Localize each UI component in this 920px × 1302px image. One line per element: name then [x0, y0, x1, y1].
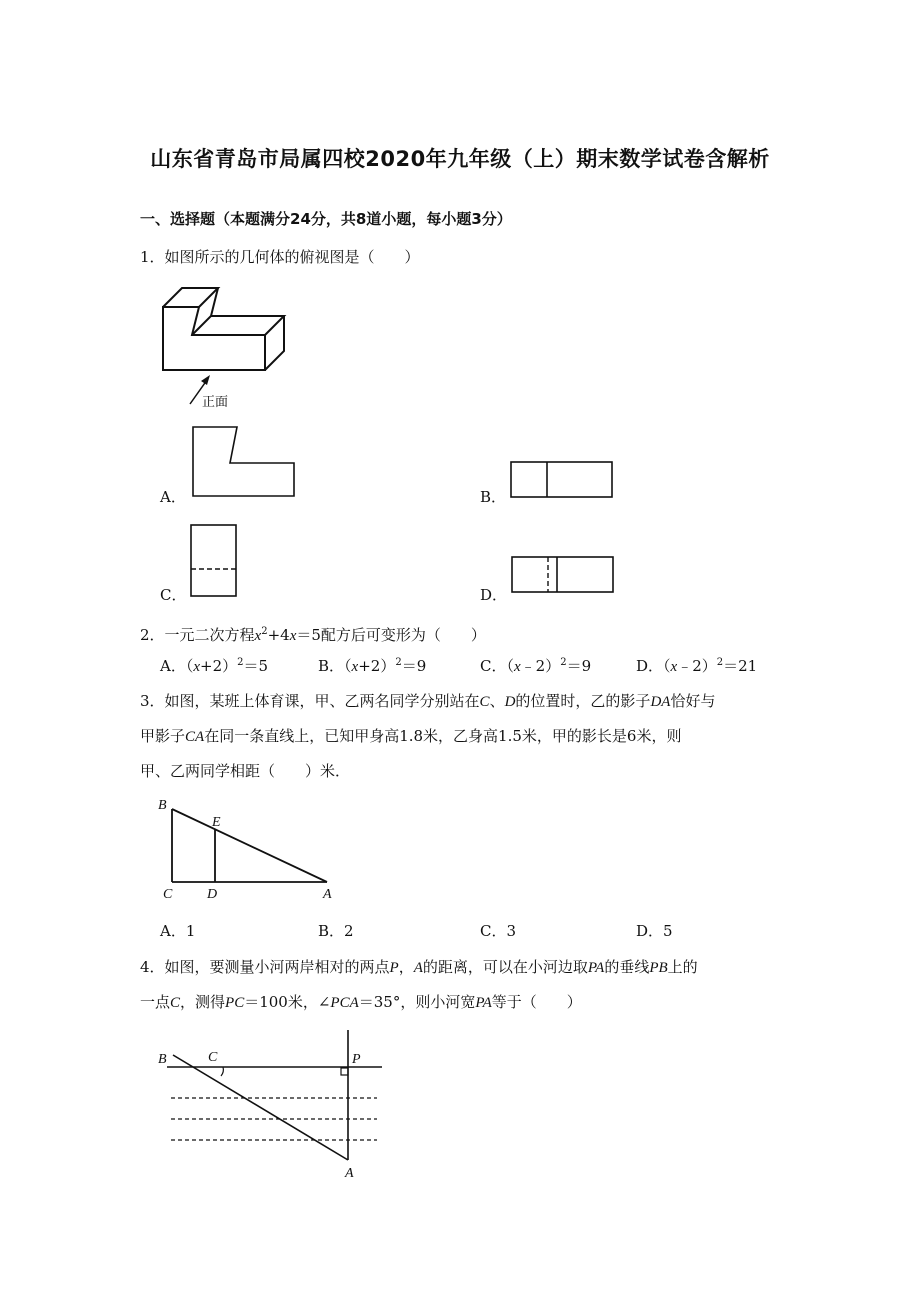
q3-l1b: 的位置时，乙的影子 — [515, 692, 651, 710]
q2-c-var: x — [513, 659, 521, 675]
q4-l2c: ＝100米，∠ — [244, 993, 331, 1011]
q2-c-inner: ﹣2） — [520, 657, 561, 675]
q4-p: P — [389, 960, 399, 976]
q4-l2d: ＝35°，则小河宽 — [358, 993, 476, 1011]
q3-option-b: B．2 — [318, 922, 354, 940]
q1-option-a-figure — [192, 426, 297, 498]
q3-label-a: A — [323, 887, 332, 902]
question-4-text — [140, 950, 800, 1020]
q3-shadow-figure — [155, 795, 345, 905]
q2-b-sup: 2 — [395, 657, 402, 668]
q4-pb: PB — [649, 960, 668, 976]
q3-c: C — [479, 694, 490, 710]
q2-option-d — [636, 655, 757, 676]
q4-l1c: 的垂线 — [604, 958, 650, 976]
q4-l1a: 4．如图，要测量小河两岸相对的两点 — [140, 958, 390, 976]
q1-option-d-label: D． — [480, 586, 508, 604]
q4-l2e: 等于（ ） — [491, 993, 582, 1011]
q3-label-d: D — [207, 887, 218, 902]
section-heading: 一、选择题（本题满分24分，共8道小题，每小题3分） — [140, 210, 512, 228]
q2-prefix: 2．一元二次方程 — [140, 626, 255, 644]
question-3-text — [140, 684, 800, 788]
question-2-text — [140, 615, 790, 653]
q3-option-a: A．1 — [160, 922, 196, 940]
q4-l1d: 上的 — [667, 958, 698, 976]
q2-suffix: ＝5配方后可变形为（ ） — [296, 626, 486, 644]
q3-ca: CA — [185, 729, 205, 745]
q2-b-var: x — [351, 659, 359, 675]
q4-l1b: 的距离，可以在小河边取 — [422, 958, 588, 976]
q3-label-c: C — [163, 887, 173, 902]
q2-c-label: C．（ — [480, 657, 514, 675]
q2-var-x2: x — [289, 628, 297, 644]
q4-pc: PC — [225, 995, 245, 1011]
q2-b-inner: +2） — [358, 657, 396, 675]
q3-label-e: E — [212, 815, 221, 830]
q3-option-c: C．3 — [480, 922, 517, 940]
q2-c-rhs: ＝9 — [566, 657, 592, 675]
q4-c: C — [170, 995, 181, 1011]
q4-pa2: PA — [475, 995, 492, 1011]
question-1-text: 1．如图所示的几何体的俯视图是（ ） — [140, 248, 420, 266]
q4-l2a: 一点 — [140, 993, 171, 1011]
q4-label-a: A — [345, 1166, 354, 1181]
q2-a-sup: 2 — [237, 657, 244, 668]
q1-front-label: 正面 — [202, 395, 229, 410]
q2-eq-mid: +4 — [267, 626, 290, 644]
q2-b-label: B．（ — [318, 657, 352, 675]
q2-d-var: x — [670, 659, 678, 675]
q3-line-1 — [140, 684, 800, 719]
q4-label-b: B — [158, 1052, 167, 1067]
q4-a: A — [413, 960, 423, 976]
q1-option-d-figure — [511, 556, 615, 594]
q3-line-2 — [140, 719, 800, 754]
q3-sep: 、 — [489, 692, 505, 710]
q2-option-c — [480, 655, 591, 676]
q1-solid-figure — [160, 278, 310, 413]
q2-a-label: A．（ — [160, 657, 194, 675]
q1-option-c-label: C． — [160, 586, 187, 604]
q3-label-b: B — [158, 798, 167, 813]
q2-d-rhs: ＝21 — [723, 657, 758, 675]
q1-option-b-figure — [510, 461, 614, 499]
q2-exponent: 2 — [261, 626, 268, 637]
q3-l2b: 在同一条直线上，已知甲身高1.8米，乙身高1.5米，甲的影长是6米，则 — [204, 727, 682, 745]
q1-option-b-label: B． — [480, 488, 507, 506]
q2-c-sup: 2 — [560, 657, 567, 668]
q3-d: D — [504, 694, 516, 710]
page-title: 山东省青岛市局属四校2020年九年级（上）期末数学试卷含解析 — [150, 147, 770, 171]
q2-a-rhs: ＝5 — [243, 657, 269, 675]
q1-option-c-figure — [190, 524, 238, 598]
q2-d-sup: 2 — [716, 657, 724, 668]
q4-line-2 — [140, 985, 800, 1020]
q2-d-label: D．（ — [636, 657, 671, 675]
q2-var-x: x — [254, 628, 262, 644]
q3-da: DA — [650, 694, 671, 710]
q3-line-3: 甲、乙两同学相距（ ）米． — [140, 762, 351, 780]
q2-a-var: x — [193, 659, 201, 675]
q3-l2a: 甲影子 — [140, 727, 186, 745]
q1-option-a-label: A． — [160, 488, 186, 506]
q3-option-d: D．5 — [636, 922, 673, 940]
q4-label-c: C — [208, 1050, 218, 1065]
q3-l1a: 3．如图，某班上体育课，甲、乙两名同学分别站在 — [140, 692, 480, 710]
q4-pa: PA — [587, 960, 605, 976]
q2-b-rhs: ＝9 — [401, 657, 427, 675]
q4-pca: PCA — [330, 995, 359, 1011]
q4-river-figure — [155, 1025, 390, 1180]
q2-d-inner: ﹣2） — [677, 657, 717, 675]
q4-comma: ， — [398, 958, 414, 976]
q2-option-a — [160, 655, 268, 676]
q2-option-b — [318, 655, 426, 676]
q4-label-p: P — [352, 1052, 361, 1067]
q4-l2b: ，测得 — [180, 993, 226, 1011]
q3-l1c: 恰好与 — [670, 692, 716, 710]
q4-line-1 — [140, 950, 800, 985]
q2-a-inner: +2） — [200, 657, 238, 675]
